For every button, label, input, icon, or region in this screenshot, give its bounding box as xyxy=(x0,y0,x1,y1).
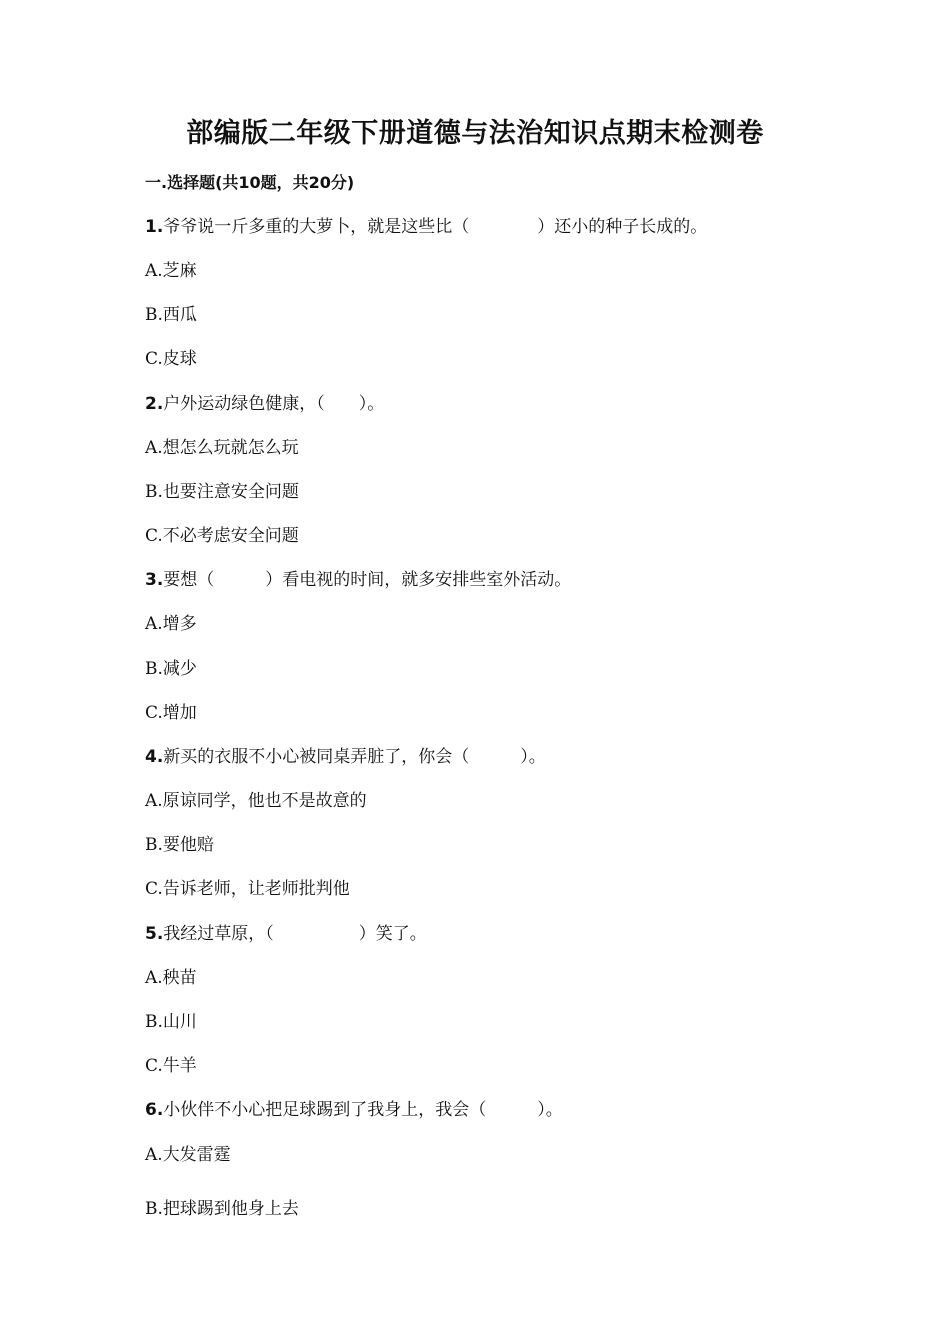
option-3c: C.增加 xyxy=(145,703,197,723)
question-text: 新买的衣服不小心被同桌弄脏了，你会（ ）。 xyxy=(163,747,546,767)
question-number: 1. xyxy=(145,217,164,237)
option-4c: C.告诉老师，让老师批判他 xyxy=(145,879,350,899)
option-1a: A.芝麻 xyxy=(145,261,197,281)
question-number: 3. xyxy=(145,570,164,590)
option-5c: C.牛羊 xyxy=(145,1056,197,1076)
question-text: 爷爷说一斤多重的大萝卜，就是这些比（ ）还小的种子长成的。 xyxy=(163,217,708,237)
option-3b: B.减少 xyxy=(145,659,197,679)
option-6b: B.把球踢到他身上去 xyxy=(145,1199,299,1219)
question-number: 6. xyxy=(145,1100,164,1120)
question-5 xyxy=(145,920,427,948)
question-number: 4. xyxy=(145,747,164,767)
section-heading: 一.选择题(共10题，共20分) xyxy=(145,173,355,192)
option-5a: A.秧苗 xyxy=(145,968,197,988)
option-2a: A.想怎么玩就怎么玩 xyxy=(145,438,299,458)
option-4b: B.要他赔 xyxy=(145,835,214,855)
option-1c: C.皮球 xyxy=(145,349,197,369)
document-title: 部编版二年级下册道德与法治知识点期末检测卷 xyxy=(186,118,764,149)
question-2 xyxy=(145,390,384,418)
option-4a: A.原谅同学，他也不是故意的 xyxy=(145,791,367,811)
question-text: 要想（ ）看电视的时间，就多安排些室外活动。 xyxy=(163,570,572,590)
option-6a: A.大发雷霆 xyxy=(145,1145,231,1165)
question-3 xyxy=(145,566,571,594)
question-1 xyxy=(145,213,707,241)
question-4 xyxy=(145,743,546,771)
option-5b: B.山川 xyxy=(145,1012,197,1032)
question-text: 我经过草原，（ ）笑了。 xyxy=(163,924,427,944)
option-1b: B.西瓜 xyxy=(145,305,197,325)
option-2b: B.也要注意安全问题 xyxy=(145,482,299,502)
question-6 xyxy=(145,1096,563,1124)
question-text: 户外运动绿色健康，（ ）。 xyxy=(163,394,385,414)
question-number: 2. xyxy=(145,394,164,414)
question-text: 小伙伴不小心把足球踢到了我身上，我会（ ）。 xyxy=(163,1100,563,1120)
option-3a: A.增多 xyxy=(145,614,197,634)
option-2c: C.不必考虑安全问题 xyxy=(145,526,299,546)
question-number: 5. xyxy=(145,924,164,944)
